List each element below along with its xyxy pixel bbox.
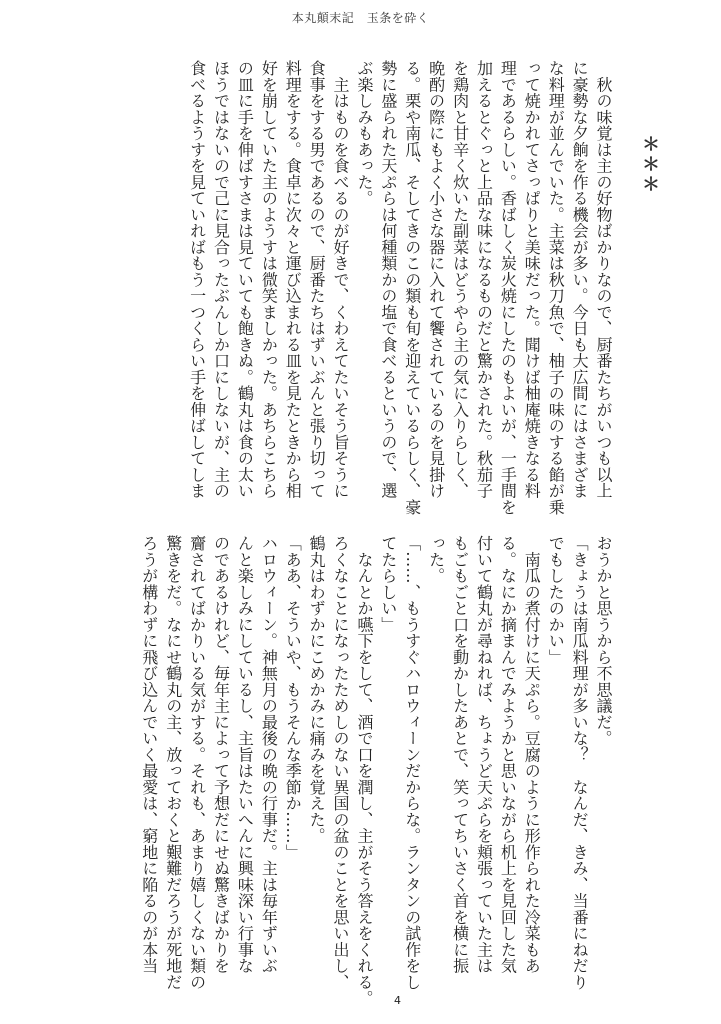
text-column: った。 <box>426 535 446 584</box>
text-column: おうかと思うから不思議だ。 <box>594 535 613 747</box>
text-column: ぶ楽しみもあった。 <box>354 60 374 207</box>
text-column: のであるけれど、毎年主によって予想だにせぬ驚きばかりを <box>211 535 231 974</box>
text-column: 料理をする。食卓に次々と運び込まれる皿を見たときから相 <box>283 60 303 499</box>
text-column: 「きょうは南瓜料理が多いな？ なんだ、きみ、当番にねだり <box>570 535 590 990</box>
text-column: 食事をする男であるので、厨番たちはずいぶんと張り切って <box>307 60 327 499</box>
text-column: に豪勢な夕餉を作る機会が多い。今日も大広間にはさまざま <box>570 60 590 499</box>
page-number: 4 <box>394 994 401 1007</box>
text-column: 南瓜の煮付けに天ぷら。豆腐のように形作られた冷菜もあ <box>522 535 542 974</box>
text-column: を鶏肉と甘辛く炊いた副菜はどうやら主の気に入りらしく、 <box>450 60 470 499</box>
text-column: 勢に盛られた天ぷらは何種類かの塩で食べるというので、選 <box>378 60 398 499</box>
text-column: 齎されてばかりいる気がする。それも、あまり嬉しくない類の <box>187 535 207 990</box>
text-column: 驚きをだ。なにせ鶴丸の主、放っておくと艱難だろうが死地だ <box>163 535 183 990</box>
text-column: 主はものを食べるのが好きで、くわえてたいそう旨そうに <box>331 60 351 499</box>
text-column: 理であるらしい。香ばしく炭火焼にしたのもよいが、一手間を <box>498 60 518 515</box>
upper-text-tier <box>185 60 615 515</box>
text-column: 好を崩していた主のようすは微笑ましかった。あちらこちら <box>259 60 279 499</box>
text-column: 付いて鶴丸が尋ねれば、ちょうど天ぷらを頬張っていた主は <box>474 535 494 974</box>
running-header: 本丸顛末記 玉条を砕く <box>291 11 430 25</box>
section-separator: ＊＊＊ <box>639 135 660 195</box>
text-column: ろくなことになったためしのない異国の盆のことを思い出し、 <box>331 535 351 990</box>
lower-text-tier <box>137 535 615 1007</box>
text-column: 「……、もうすぐハロウィーンだからな。ランタンの試作をし <box>402 535 422 990</box>
text-column: 食べるようすを見ていればもう一つくらい手を伸ばしてしま <box>187 60 207 499</box>
text-column: なんとか嚥下をして、酒で口を潤し、主がそう答えをくれる。 <box>354 535 374 1007</box>
text-column: てたらしい」 <box>378 535 398 633</box>
text-column: もごもごと口を動かしたあとで、笑ってちいさく首を横に振 <box>450 535 470 974</box>
text-column: 「ああ、そういや、もうそんな季節か……」 <box>283 535 303 860</box>
text-column: 鶴丸はわずかにこめかみに痛みを覚えた。 <box>307 535 327 844</box>
text-column: 加えるとぐっと上品な味になるものだと驚かされた。秋茄子 <box>474 60 494 499</box>
text-column: ろうが構わずに飛び込んでいく最愛は、窮地に陥るのが本当 <box>139 535 159 974</box>
text-column: る。栗や南瓜、そしてきのこの類も旬を迎えているらしく、豪 <box>402 60 422 515</box>
text-column: の皿に手を伸ばすさまは見ていても飽きぬ。鶴丸は食の太い <box>235 60 255 499</box>
text-column: な料理が並んでいた。主菜は秋刀魚で、柚子の味のする餡が乗 <box>546 60 566 515</box>
text-column: 晩酌の際にもよく小さな器に入れて饗されているのを見掛け <box>426 60 446 499</box>
text-column: って焼かれてさっぱりと美味だった。聞けば柚庵焼きなる料 <box>522 60 542 499</box>
text-column: る。なにか摘まんでみようかと思いながら机上を見回した気 <box>498 535 518 974</box>
text-column: でもしたのかい」 <box>546 535 566 665</box>
text-column: んと楽しみにしているし、主旨はたいへんに興味深い行事な <box>235 535 255 974</box>
text-column: ほうではないので己に見合ったぶんしか口にしないが、主の <box>211 60 231 499</box>
text-column: ハロウィーン。神無月の最後の晩の行事だ。主は毎年ずいぶ <box>259 535 279 974</box>
text-column: 秋の味覚は主の好物ばかりなので、厨番たちがいつも以上 <box>594 60 613 499</box>
